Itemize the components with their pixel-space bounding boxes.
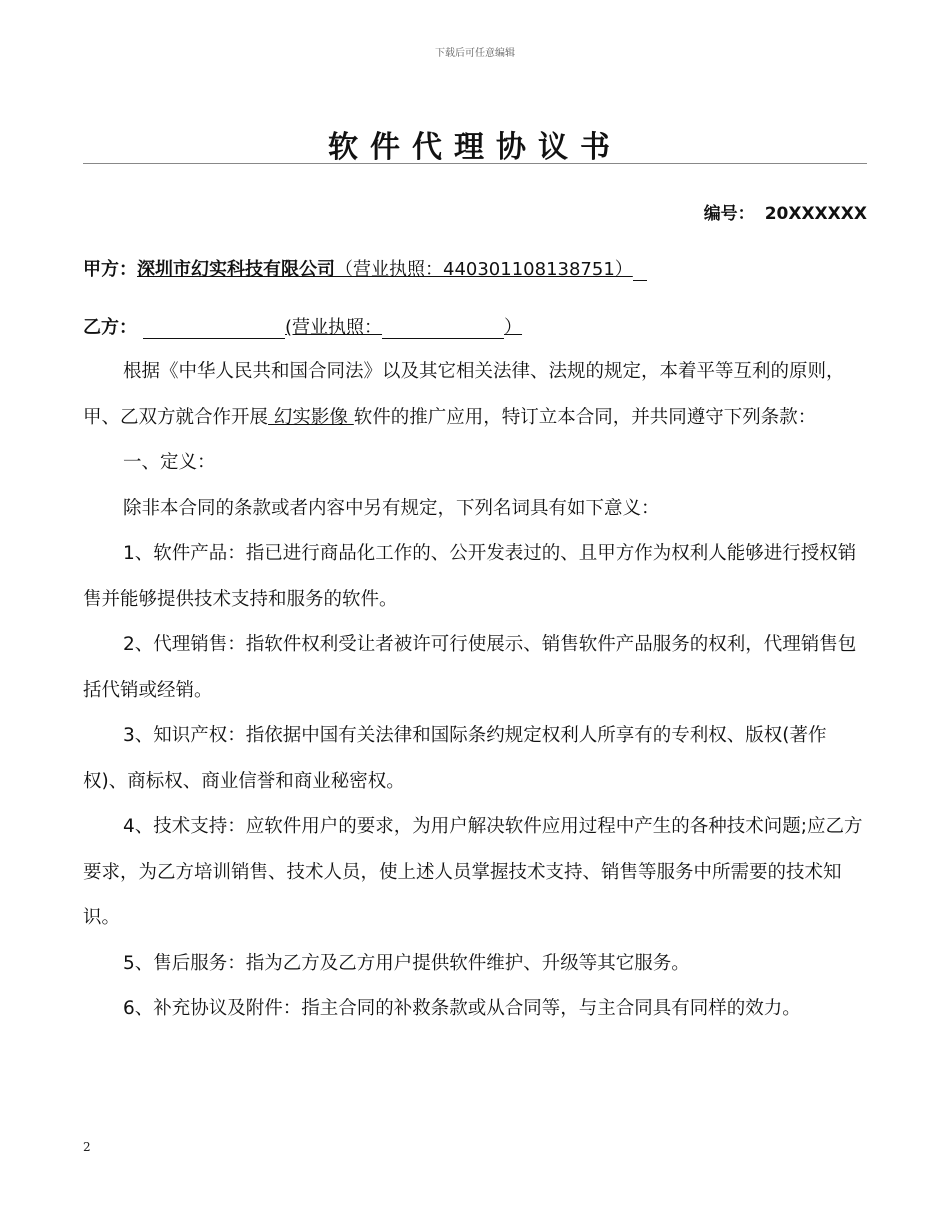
party-b-license-close: ） bbox=[504, 317, 523, 338]
party-a-label: 甲方： bbox=[83, 259, 137, 280]
intro-text-end: 软件的推广应用，特订立本合同，并共同遵守下列条款： bbox=[353, 406, 817, 428]
party-b-license-blank bbox=[382, 318, 504, 339]
page-number: 2 bbox=[83, 1140, 91, 1154]
contract-body bbox=[83, 349, 867, 1032]
clause-6: 6、补充协议及附件：指主合同的补救条款或从合同等，与主合同具有同样的效力。 bbox=[123, 998, 801, 1019]
definitions-intro: 除非本合同的条款或者内容中另有规定，下列名词具有如下意义： bbox=[123, 497, 660, 519]
page-header-note: 下载后可任意编辑 bbox=[435, 48, 515, 59]
clause-1: 1、软件产品：指已进行商品化工作的、公开发表过的、且甲方作为权利人能够进行授权销售并能够提供技术支持和服务的软件。 bbox=[83, 543, 857, 610]
title-divider bbox=[83, 163, 867, 164]
clause-4: 4、技术支持：应软件用户的要求，为用户解决软件应用过程中产生的各种技术问题;应乙方要求，为乙方培训销售、技术人员，使上述人员掌握技术支持、销售等服务中所需要的技术知识。 bbox=[83, 816, 863, 928]
clause-2: 2、代理销售：指软件权利受让者被许可行使展示、销售软件产品服务的权利，代理销售包括代销或经销。 bbox=[83, 634, 857, 701]
clause-3: 3、知识产权：指依据中国有关法律和国际条约规定权利人所享有的专利权、版权(著作权)、商标权、商业信誉和商业秘密权。 bbox=[83, 725, 827, 792]
section-heading: 一、定义： bbox=[123, 452, 216, 473]
party-b-label: 乙方： bbox=[83, 317, 137, 338]
party-b-license-open: (营业执照： bbox=[285, 317, 383, 338]
party-a-license: （营业执照：440301108138751） bbox=[335, 259, 633, 280]
serial-label: 编号： bbox=[703, 204, 755, 224]
party-a-line bbox=[83, 255, 647, 281]
clause-5: 5、售后服务：指为乙方及乙方用户提供软件维护、升级等其它服务。 bbox=[123, 952, 690, 974]
party-b-line bbox=[83, 313, 522, 339]
intro-paragraph bbox=[83, 349, 867, 440]
document-title: 软件代理协议书 bbox=[328, 130, 622, 165]
party-a-company: 深圳市幻实科技有限公司 bbox=[137, 259, 335, 280]
intro-text-start: 根据《中华人民共和国合同法》以及其它相关法律、法规的规定，本着平等互利的原则，甲、乙双方就合作开展 bbox=[83, 361, 845, 428]
party-b-name-blank bbox=[143, 318, 285, 339]
serial-number bbox=[704, 199, 867, 224]
product-name: 幻实影像 bbox=[268, 406, 354, 428]
serial-value: 20XXXXXX bbox=[764, 204, 867, 224]
party-a-trailing-blank bbox=[633, 260, 647, 281]
